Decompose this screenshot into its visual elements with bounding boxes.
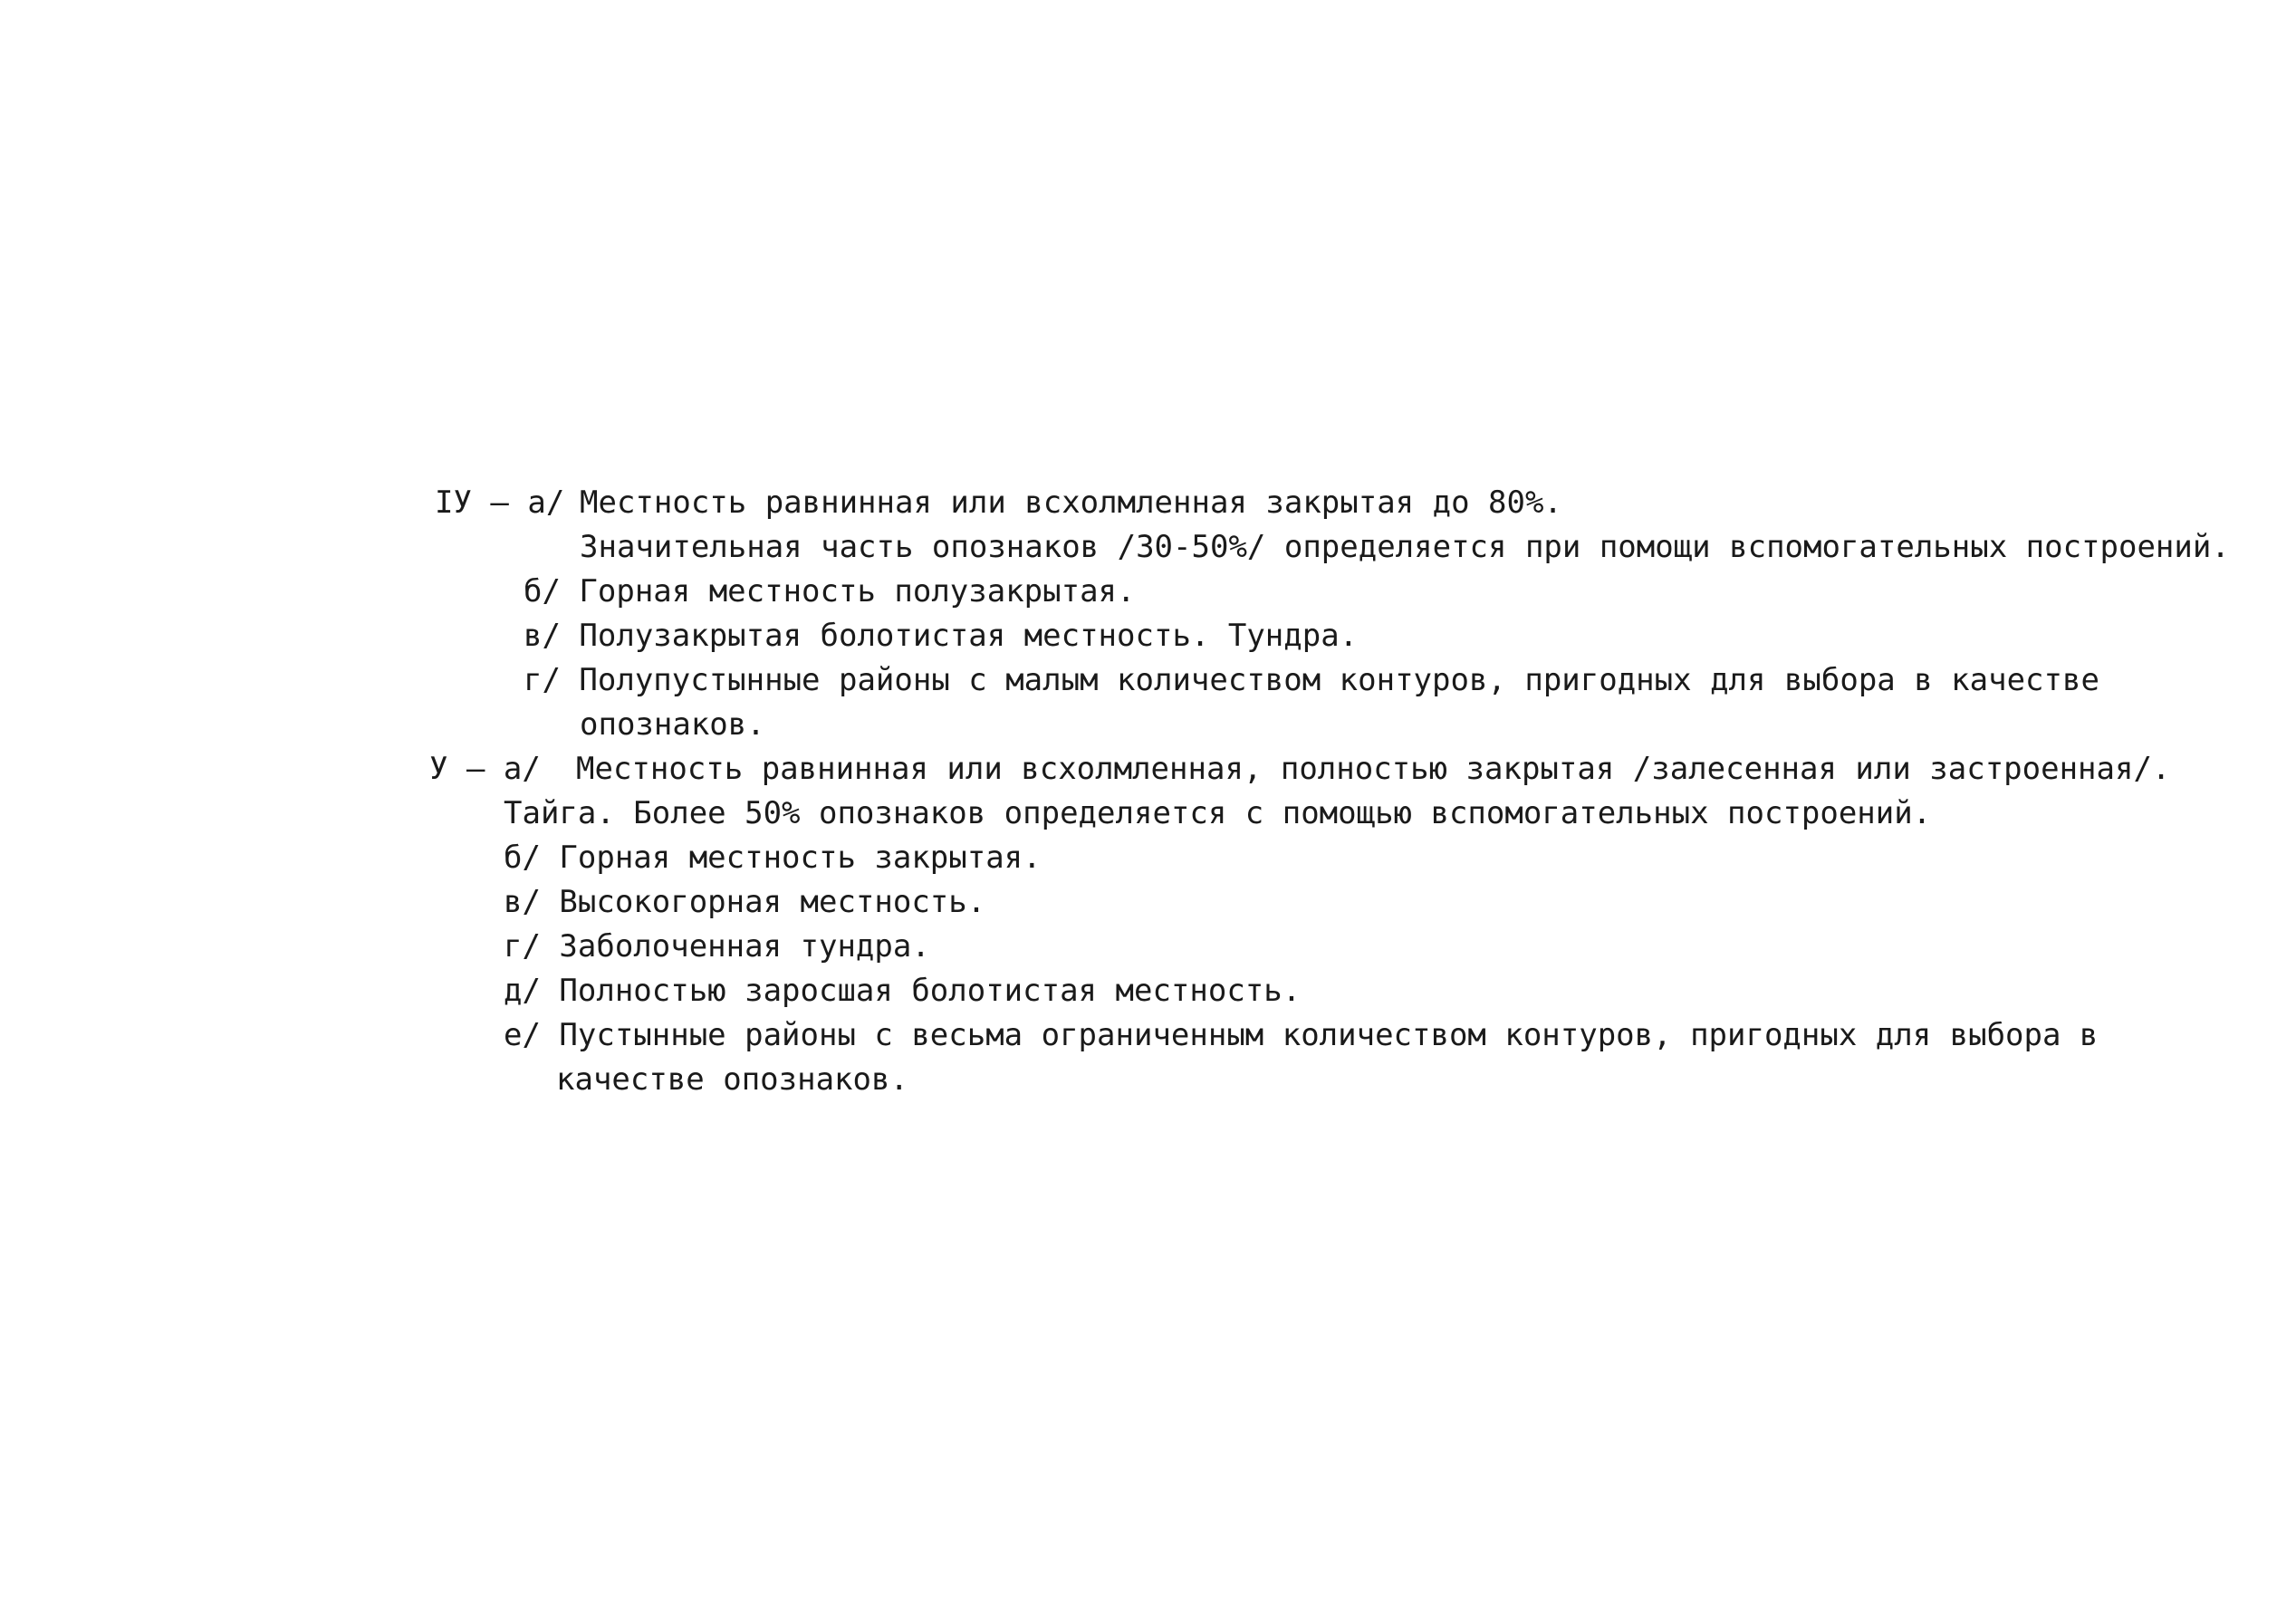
- section-iv-item-g-line1: г/ Полупустынные районы с малым количеством контуров, пригодных для выбора в качестве: [524, 662, 2099, 698]
- section-v-a-line1: Местность равнинная или всхолмленная, полностью закрытая /залесенная или застроенная/.: [576, 751, 2171, 787]
- section-iv-lead: ІУ – а/: [435, 485, 565, 521]
- section-iv-a-line2: Значительная часть опознаков /30-50%/ определяется при помощи вспомогательных построений.: [580, 529, 2230, 565]
- section-v-lead: У – а/: [429, 751, 541, 787]
- section-iv-item-v: в/ Полузакрытая болотистая местность. Тундра.: [524, 618, 1359, 654]
- section-iv-a-line1: Местность равнинная или всхолмленная закрытая до 80%.: [580, 485, 1562, 521]
- section-v-item-e-line1: е/ Пустынные районы с весьма ограниченным количеством контуров, пригодных для выбора в: [504, 1017, 2099, 1053]
- section-v-item-d: д/ Полностью заросшая болотистая местность.: [504, 973, 1302, 1009]
- section-v-item-g: г/ Заболоченная тундра.: [504, 928, 930, 965]
- section-v-item-b: б/ Горная местность закрытая.: [504, 840, 1042, 876]
- section-iv-item-g-line2: опознаков.: [580, 706, 765, 743]
- section-v-item-v: в/ Высокогорная местность.: [504, 884, 986, 920]
- section-v-item-e-line2: качестве опознаков.: [556, 1061, 908, 1098]
- section-iv-item-b: б/ Горная местность полузакрытая.: [524, 573, 1136, 609]
- section-v-a-line2: Тайга. Более 50% опознаков определяется с помощью вспомогательных построений.: [504, 795, 1932, 831]
